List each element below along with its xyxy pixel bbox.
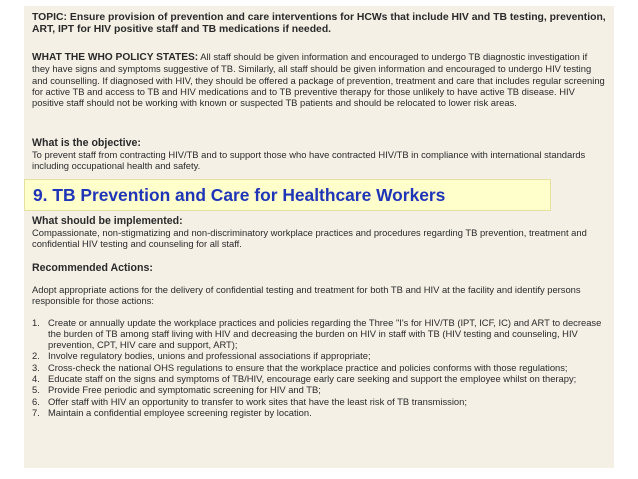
recommended-intro: Adopt appropriate actions for the delivery of confidential testing and treatment for both TB and HIV at the facility and identify persons responsible for those actions: bbox=[32, 284, 581, 307]
implemented-text: Compassionate, non-stigmatizing and non-discriminatory workplace practices and procedures regarding TB prevention, treatment and confidential HIV testing and counseling for all staff. bbox=[32, 227, 587, 250]
list-item-text: Create or annually update the workplace practices and policies regarding the Three "I's for HIV/TB (IPT, ICF, IC) and ART to decrease the burden of TB among staff living with HIV and decreasing the burden on HIV in staff with TB (HIV testing and counseling, HIV prevention, CPT, HIV care and support, ART); bbox=[48, 316, 602, 351]
slide-title: 9. TB Prevention and Care for Healthcare Workers bbox=[33, 184, 446, 205]
who-policy-paragraph bbox=[32, 51, 607, 108]
list-item-number: 1. bbox=[32, 316, 40, 328]
list-item-number: 2. bbox=[32, 350, 40, 362]
recommended-heading: Recommended Actions: bbox=[32, 262, 153, 274]
recommended-actions-list bbox=[32, 317, 607, 419]
list-item bbox=[32, 396, 607, 407]
list-item-text: Offer staff with HIV an opportunity to transfer to work sites that have the least risk of TB transmission; bbox=[48, 395, 467, 407]
list-item-number: 7. bbox=[32, 406, 40, 418]
list-item-number: 4. bbox=[32, 373, 40, 385]
implemented-heading: What should be implemented: bbox=[32, 215, 183, 227]
list-item-text: Involve regulatory bodies, unions and professional associations if appropriate; bbox=[48, 350, 371, 362]
list-item-number: 3. bbox=[32, 361, 40, 373]
objective-heading: What is the objective: bbox=[32, 137, 141, 149]
list-item bbox=[32, 350, 607, 361]
list-item-number: 6. bbox=[32, 395, 40, 407]
list-item-text: Maintain a confidential employee screening register by location. bbox=[48, 406, 312, 418]
topic-paragraph bbox=[32, 12, 607, 37]
objective-section bbox=[32, 137, 607, 172]
list-item bbox=[32, 373, 607, 384]
objective-text: To prevent staff from contracting HIV/TB and to support those who have contracted HIV/TB in compliance with international standards including occupational health and safety. bbox=[32, 149, 586, 172]
slide-title-banner bbox=[24, 179, 551, 211]
who-policy-text: All staff should be given information and encouraged to undergo TB diagnostic investigation if they have signs and symptoms suggestive of TB. Similarly, all staff should be given information and encouraged to undergo HIV testing and counselling. If diagnosed with HIV, they should be offered a package of prevention, treatment and care that includes regular screening for active TB and access to TB and HIV medications and to TB preventive therapy for those unlikely to have active TB disease. HIV positive staff should not be working with known or suspected TB patients and should be relocated to lower risk areas. bbox=[32, 51, 605, 109]
list-item-text: Cross-check the national OHS regulations to ensure that the workplace practice and policies conforms with those regulations; bbox=[48, 361, 568, 373]
topic-section bbox=[32, 12, 607, 37]
recommended-section bbox=[32, 262, 607, 418]
list-item-text: Educate staff on the signs and symptoms of TB/HIV, encourage early care seeking and support the employee whilst on therapy; bbox=[48, 373, 577, 385]
topic-label: TOPIC: bbox=[32, 12, 68, 23]
list-item bbox=[32, 384, 607, 395]
who-policy-label: WHAT THE WHO POLICY STATES: bbox=[32, 52, 199, 63]
who-policy-section bbox=[32, 51, 607, 108]
list-item bbox=[32, 317, 607, 351]
implemented-section bbox=[32, 215, 607, 250]
list-item-text: Provide Free periodic and symptomatic screening for HIV and TB; bbox=[48, 384, 321, 396]
list-item bbox=[32, 407, 607, 418]
topic-text: Ensure provision of prevention and care interventions for HCWs that include HIV and TB testing, prevention, ART, IPT for HIV positive staff and TB medications if needed. bbox=[32, 12, 606, 36]
list-item-number: 5. bbox=[32, 384, 40, 396]
list-item bbox=[32, 362, 607, 373]
